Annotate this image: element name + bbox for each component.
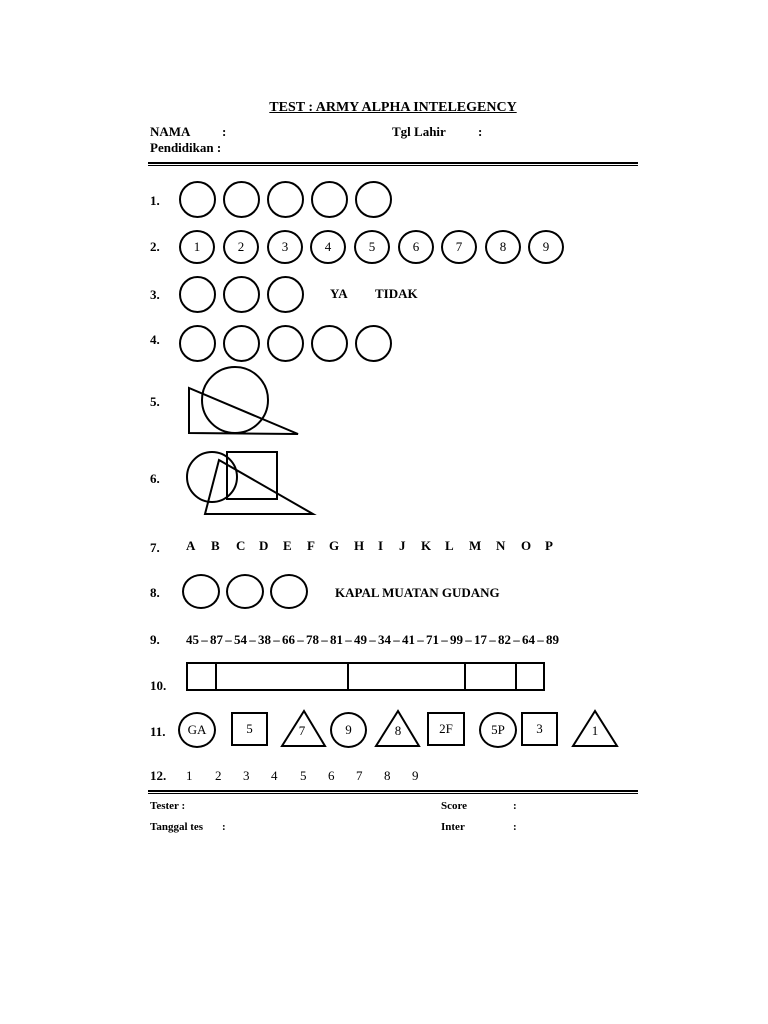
q7-letter[interactable]: M: [469, 538, 482, 553]
q12-number[interactable]: 3: [243, 768, 250, 783]
q2-circle-4[interactable]: 4: [310, 230, 346, 264]
q11-square-3[interactable]: 3: [521, 712, 558, 746]
q12-number[interactable]: 6: [328, 768, 335, 783]
q2-circle-2[interactable]: 2: [223, 230, 259, 264]
q8-words: KAPAL MUATAN GUDANG: [335, 585, 500, 600]
q7-letter[interactable]: D: [259, 538, 269, 553]
q7-letter[interactable]: K: [421, 538, 432, 553]
q7-letter[interactable]: O: [521, 538, 532, 553]
q2-circle-6[interactable]: 6: [398, 230, 434, 264]
q7-letter[interactable]: J: [399, 538, 406, 553]
question-number-1: 1.: [150, 193, 160, 208]
question-number-5: 5.: [150, 394, 160, 409]
question-number-6: 6.: [150, 471, 160, 486]
pendidikan-label: Pendidikan :: [150, 140, 222, 155]
score-label: Score: [441, 800, 468, 812]
q11-circle-ga[interactable]: GA: [178, 712, 216, 748]
q11-circle-5p[interactable]: 5P: [479, 712, 517, 748]
question-number-12: 12.: [150, 768, 167, 783]
footer-divider: [148, 790, 638, 794]
q2-circle-1[interactable]: 1: [179, 230, 215, 264]
tgl-lahir-label: Tgl Lahir: [392, 124, 446, 139]
q11-triangle-8-label: 8: [394, 723, 402, 738]
q3-word-tidak: TIDAK: [375, 286, 418, 301]
q7-letter[interactable]: C: [236, 538, 246, 553]
question-number-10: 10.: [150, 678, 167, 693]
q7-letter[interactable]: B: [211, 538, 220, 553]
tester-label: Tester :: [150, 800, 186, 812]
nama-colon: :: [222, 124, 227, 139]
q12-number[interactable]: 5: [300, 768, 307, 783]
q12-number[interactable]: 1: [186, 768, 193, 783]
q7-letter[interactable]: H: [354, 538, 365, 553]
q12-number[interactable]: 8: [384, 768, 391, 783]
q7-letter[interactable]: F: [307, 538, 315, 553]
q11-square-5[interactable]: 5: [231, 712, 268, 746]
q12-number[interactable]: 7: [356, 768, 363, 783]
q9-sequence: 45 – 87 – 54 – 38 – 66 – 78 – 81 – 49 – 34 – 41 – 71 – 99 – 17 – 82 – 64 – 89: [186, 632, 559, 647]
inter-colon: :: [513, 821, 517, 833]
question-number-7: 7.: [150, 540, 160, 555]
score-colon: :: [513, 800, 517, 812]
q11-circle-9[interactable]: 9: [330, 712, 367, 748]
q7-letter[interactable]: I: [378, 538, 384, 553]
question-number-2: 2.: [150, 239, 160, 254]
q7-letter[interactable]: N: [496, 538, 506, 553]
q2-circle-7[interactable]: 7: [441, 230, 477, 264]
q2-circle-8[interactable]: 8: [485, 230, 521, 264]
q11-square-2f[interactable]: 2F: [427, 712, 465, 746]
question-number-8: 8.: [150, 585, 160, 600]
q2-circle-3[interactable]: 3: [267, 230, 303, 264]
q3-word-ya: YA: [330, 286, 348, 301]
q2-circle-5[interactable]: 5: [354, 230, 390, 264]
question-number-9: 9.: [150, 632, 160, 647]
question-number-4: 4.: [150, 332, 160, 347]
q7-letter[interactable]: L: [445, 538, 454, 553]
q12-number[interactable]: 4: [271, 768, 278, 783]
tgl-lahir-colon: :: [478, 124, 483, 139]
q7-letter[interactable]: A: [186, 538, 196, 553]
q12-number[interactable]: 9: [412, 768, 419, 783]
tanggal-tes-label: Tanggal tes: [150, 821, 204, 833]
inter-label: Inter: [441, 821, 465, 833]
q7-letter[interactable]: P: [545, 538, 553, 553]
q7-letter[interactable]: E: [283, 538, 292, 553]
question-number-11: 11.: [150, 724, 166, 739]
q2-circle-9[interactable]: 9: [528, 230, 564, 264]
q12-number[interactable]: 2: [215, 768, 222, 783]
q11-triangle-7-label: 7: [298, 723, 306, 738]
q7-letter[interactable]: G: [329, 538, 340, 553]
question-number-3: 3.: [150, 287, 160, 302]
tanggal-tes-colon: :: [222, 821, 226, 833]
page-title: TEST : ARMY ALPHA INTELEGENCY: [269, 100, 517, 115]
nama-label: NAMA: [150, 124, 191, 139]
q11-triangle-1-label: 1: [591, 723, 599, 738]
